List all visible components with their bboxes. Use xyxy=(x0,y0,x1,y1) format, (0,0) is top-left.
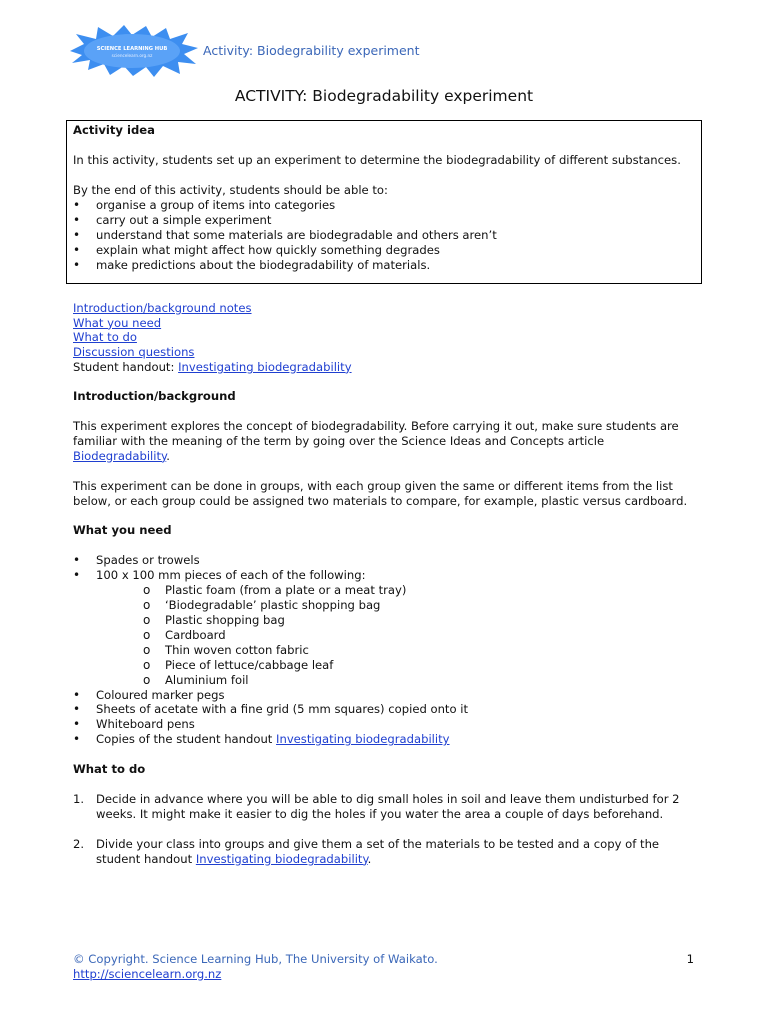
introduction-p1-end: . xyxy=(166,448,170,463)
materials-item-label: Copies of the student handout xyxy=(96,732,277,747)
toc-link-what-to-do[interactable]: What to do xyxy=(73,330,137,345)
step-text: Divide your class into groups and give them a set of the materials to be tested and a copy of the student handout xyxy=(96,836,660,866)
activity-idea-heading: Activity idea xyxy=(73,123,155,137)
materials-item xyxy=(73,568,703,687)
toc-link-student-handout[interactable]: Investigating biodegradability xyxy=(178,359,352,374)
objectives-lead: By the end of this activity, students should be able to: xyxy=(73,183,388,197)
activity-idea-box xyxy=(66,120,702,284)
student-handout-link[interactable]: Investigating biodegradability xyxy=(276,732,450,747)
materials-subitem: o Aluminium foil xyxy=(96,673,703,688)
objectives-list xyxy=(73,198,695,273)
step-number: 2. xyxy=(73,836,85,851)
toc-link-discussion-questions[interactable]: Discussion questions xyxy=(73,345,195,360)
objective-item: • explain what might affect how quickly something degrades xyxy=(73,243,695,258)
main-content xyxy=(73,389,703,867)
header-title: Activity: Biodegrability experiment xyxy=(203,43,420,58)
objective-item: • carry out a simple experiment xyxy=(73,213,695,228)
toc-link-what-you-need[interactable]: What you need xyxy=(73,315,162,330)
materials-subitem: o ‘Biodegradable’ plastic shopping bag xyxy=(96,598,703,613)
step-item xyxy=(73,792,703,822)
materials-item: • Whiteboard pens xyxy=(73,717,703,732)
page-footer xyxy=(73,952,703,981)
step-text: Decide in advance where you will be able to dig small holes in soil and leave them undisturbed for 2 weeks. It might make it easier to dig the holes if you water the area a couple of days beforehand. xyxy=(96,792,680,821)
introduction-heading: Introduction/background xyxy=(73,389,236,403)
introduction-p1-text: This experiment explores the concept of biodegradability. Before carrying it out, make sure students are familiar with the meaning of the term by going over the Science Ideas and Concepts article xyxy=(73,418,679,448)
materials-subitem: o Cardboard xyxy=(96,628,703,643)
materials-subitem: o Plastic foam (from a plate or a meat tray) xyxy=(96,583,703,598)
toc-handout-line xyxy=(73,360,352,375)
step-text-end: . xyxy=(367,851,372,866)
materials-list xyxy=(73,553,703,747)
materials-subitem: o Thin woven cotton fabric xyxy=(96,643,703,658)
toc-links xyxy=(73,301,352,375)
materials-item: • Sheets of acetate with a fine grid (5 mm squares) copied onto it xyxy=(73,702,703,717)
logo-url: sciencelearn.org.nz xyxy=(111,53,153,58)
materials-item xyxy=(73,732,703,747)
objective-item: • understand that some materials are biodegradable and others aren’t xyxy=(73,228,695,243)
materials-subitem: o Plastic shopping bag xyxy=(96,613,703,628)
steps-list xyxy=(73,792,703,867)
toc-handout-prefix: Student handout: xyxy=(73,359,179,374)
materials-item-label: 100 x 100 mm pieces of each of the following: xyxy=(96,568,366,583)
page-number: 1 xyxy=(686,952,694,966)
what-you-need-heading: What you need xyxy=(73,523,172,538)
introduction-paragraph-2: This experiment can be done in groups, with each group given the same or different items from the list below, or each group could be assigned two materials to compare, for example, plastic versus cardboard. xyxy=(73,478,688,508)
materials-subitem: o Piece of lettuce/cabbage leaf xyxy=(96,658,703,673)
what-to-do-heading: What to do xyxy=(73,762,146,777)
step-handout-link[interactable]: Investigating biodegradability xyxy=(195,851,368,866)
step-item xyxy=(73,837,703,867)
toc-link-introduction[interactable]: Introduction/background notes xyxy=(73,301,252,315)
activity-intro: In this activity, students set up an experiment to determine the biodegradability of different substances. xyxy=(73,153,681,167)
science-learning-hub-logo xyxy=(66,24,200,78)
introduction-paragraph-1 xyxy=(73,419,703,464)
materials-sublist xyxy=(96,583,703,687)
footer-url-link[interactable]: http://sciencelearn.org.nz xyxy=(73,966,222,981)
biodegradability-article-link[interactable]: Biodegradability xyxy=(73,448,167,463)
step-number: 1. xyxy=(73,792,85,807)
materials-item: • Spades or trowels xyxy=(73,553,703,568)
logo-title: SCIENCE LEARNING HUB xyxy=(96,46,168,52)
materials-item: • Coloured marker pegs xyxy=(73,688,703,703)
objective-item: • organise a group of items into categories xyxy=(73,198,695,213)
objective-item: • make predictions about the biodegradability of materials. xyxy=(73,258,695,273)
page-title: ACTIVITY: Biodegradability experiment xyxy=(234,87,534,105)
footer-copyright: © Copyright. Science Learning Hub, The University of Waikato. xyxy=(73,952,438,966)
